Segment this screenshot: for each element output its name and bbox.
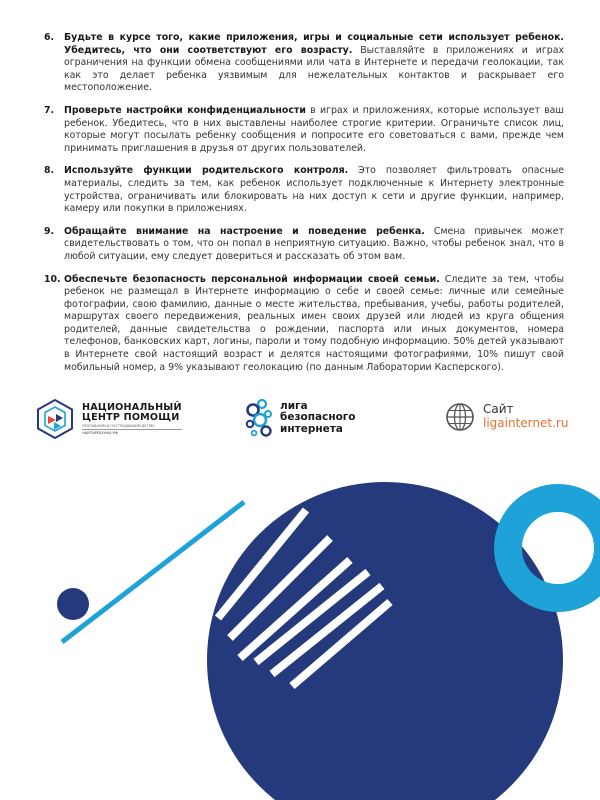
item-heading: Обеспечьте безопасность персональной информации своей семьи. (64, 273, 440, 285)
item-text (64, 32, 564, 95)
item-heading: Используйте функции родительского контроля. (64, 165, 349, 177)
liga-line2: безопасного (280, 411, 356, 424)
list-item (44, 165, 564, 215)
item-heading: Обращайте внимание на настроение и поведение ребенка. (64, 225, 425, 237)
small-navy-dot (57, 588, 89, 620)
ncp-subtitle: ПРОПАВШИМ И ПОСТРАДАВШИМ ДЕТЯМ (82, 423, 154, 428)
ncp-title-line2: ЦЕНТР ПОМОЩИ (82, 411, 180, 423)
item-number: 8. (44, 165, 55, 177)
ncp-emblem-icon (34, 398, 76, 440)
item-heading: Проверьте настройки конфиденциальности (64, 104, 306, 116)
sky-ring (508, 498, 600, 598)
list-item (44, 226, 564, 264)
item-number: 7. (44, 104, 55, 116)
item-number: 9. (44, 225, 55, 237)
item-text (64, 226, 564, 264)
item-body: Это позволяет фильтровать опасные материалы, следить за тем, как ребенок использует подключенные к Интернету электронные устройства, ограничивать или блокировать на них доступ к сети и другие функции, например, камеру или покупки в приложениях. (64, 165, 565, 215)
site-logo (445, 402, 568, 432)
ncp-logo (34, 398, 182, 440)
ncp-site: НАЙТИРЕБЕНКА.РФ (82, 429, 182, 435)
item-body: Смена привычек может свидетельствовать о том, что он попал в неприятную ситуацию. Важно, чтобы ребенок знал, что в любой ситуации, ему следует довериться и рассказать об этом вам. (64, 225, 564, 262)
site-label: Сайт (483, 402, 514, 417)
liga-logo (244, 398, 356, 438)
partner-logos (0, 398, 600, 448)
list-item (44, 32, 564, 95)
liga-bubbles-icon (244, 398, 276, 438)
globe-icon (445, 402, 475, 432)
item-number: 6. (44, 32, 55, 43)
list-item (44, 105, 564, 155)
item-text (64, 274, 564, 375)
tips-list (44, 32, 564, 384)
liga-line3: интернета (280, 422, 343, 435)
site-link[interactable]: ligainternet.ru (483, 416, 569, 430)
item-text (64, 165, 564, 215)
ncp-title-line1: НАЦИОНАЛЬНЫЙ (82, 401, 182, 413)
item-body: Выставляйте в приложениях и играх ограничения на функции обмена сообщениями или чата в Интернете и передачи геолокации, так как это делает ребенка уязвимым для нежелательных контактов и раскрывает его местоположение. (64, 44, 564, 94)
decorative-art (0, 480, 600, 800)
item-heading: Будьте в курсе того, какие приложения, игры и социальные сети использует ребенок. Убедитесь, что они соответствуют его возрасту. (64, 32, 564, 56)
item-number: 10. (44, 273, 61, 285)
list-item (44, 274, 564, 375)
liga-line1: лига (280, 400, 308, 413)
item-body: в играх и приложениях, которые использует ваш ребенок. Убедитесь, что в них выставлены наиболее строгие критерии. Ограничьте список лиц, которые могут посылать ребенку сообщения и попросите его советоваться с вами, прежде чем принимать приглашения в друзья от других пользователей. (64, 104, 565, 154)
item-text (64, 105, 564, 155)
item-body: Следите за тем, чтобы ребенок не размещал в Интернете информацию о себе и своей семье: личные или семейные фотографии, свою фамилию, данные о месте жительства, пребывания, учебы, работы родителей, маршрутах своего передвижения, реальных имен своих друзей или людей из круга общения родителей, данные свидетельства о рождении, паспорта или иных документов, номера телефонов, банковских карт, логины, пароли и тому подобную информацию. 50% детей указывают в Интернете свой настоящий возраст и делятся настоящими фотографиями, 10% пишут свой мобильный номер, а 9% указывают геолокацию (по данным Лаборатории Касперского). (64, 273, 564, 373)
